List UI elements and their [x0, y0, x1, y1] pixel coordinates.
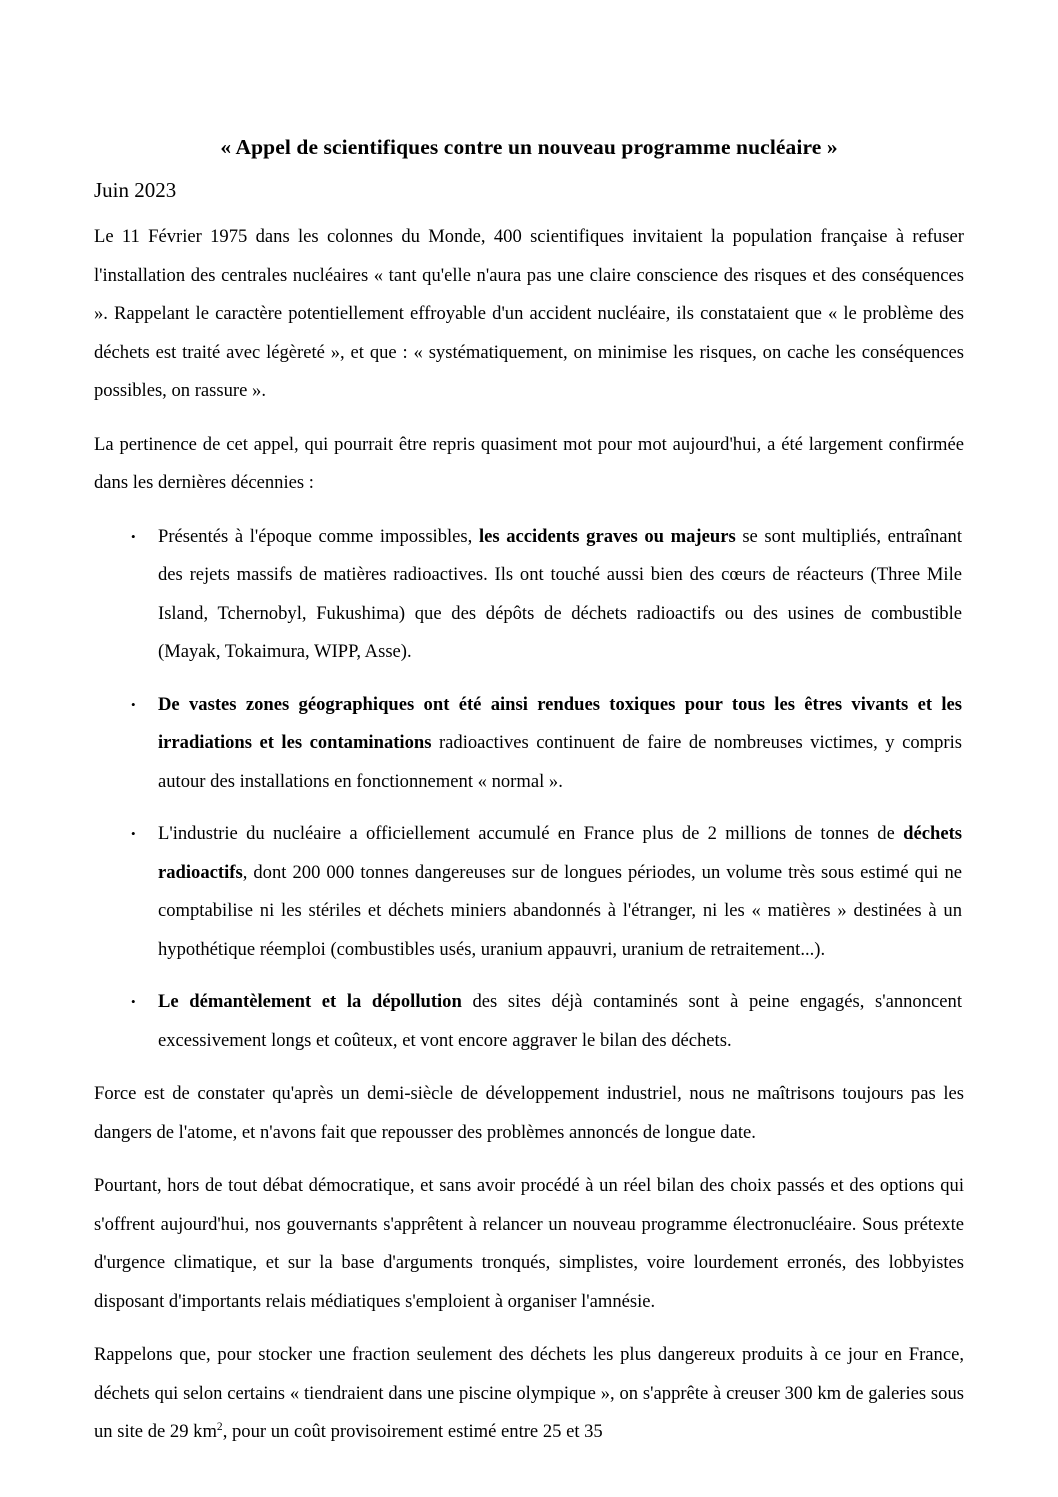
- rappelons-text-before: Rappelons que, pour stocker une fraction seulement des déchets les plus dangereux produits à ce jour en France, déchets qui selon certains « tiendraient dans une piscine olympique », on s'apprête à creuser 300 km de galeries sous un site de 29 km: [94, 1344, 964, 1443]
- bullet-rest-text: des sites déjà contaminés sont à peine engagés, s'annoncent excessivement longs et coûteux, et vont encore aggraver le bilan des déchets.: [158, 991, 962, 1051]
- bullet-emphasis: Le démantèlement et la dépollution: [158, 991, 462, 1013]
- document-body: [94, 134, 964, 1452]
- bullet-icon: •: [131, 994, 136, 1010]
- bullet-list: [94, 518, 964, 1061]
- page-title: « Appel de scientifiques contre un nouveau programme nucléaire »: [220, 135, 838, 159]
- paragraph-pertinence: La pertinence de cet appel, qui pourrait être repris quasiment mot pour mot aujourd'hui, a été largement confirmée dans les dernières décennies :: [94, 433, 964, 494]
- bullet-emphasis: déchets radioactifs: [158, 823, 962, 883]
- bullet-emphasis: les accidents graves ou majeurs: [478, 525, 736, 547]
- superscript-square: 2: [216, 1420, 223, 1433]
- list-item: [94, 815, 964, 969]
- bullet-lead-text: L'industrie du nucléaire a officiellement accumulé en France plus de 2 millions de tonnes de: [158, 823, 904, 845]
- paragraph-intro: Le 11 Février 1975 dans les colonnes du Monde, 400 scientifiques invitaient la population française à refuser l'installation des centrales nucléaires « tant qu'elle n'aura pas une claire conscience des risques et des conséquences ». Rappelant le caractère potentiellement effroyable d'un accident nucléaire, ils constataient que « le problème des déchets est traité avec légèreté », et que : « systématiquement, on minimise les risques, on cache les conséquences possibles, on rassure ».: [94, 226, 964, 402]
- bullet-lead-text: Présentés à l'époque comme impossibles,: [158, 525, 479, 547]
- bullet-icon: •: [131, 696, 136, 712]
- bullet-emphasis: De vastes zones géographiques ont été ainsi rendues toxiques pour tous les êtres vivants et les irradiations et les contaminations: [158, 693, 962, 754]
- paragraph-pourtant: Pourtant, hors de tout débat démocratique, et sans avoir procédé à un réel bilan des choix passés et des options qui s'offrent aujourd'hui, nos gouvernants s'apprêtent à relancer un nouveau programme électronucléaire. Sous prétexte d'urgence climatique, et sur la base d'arguments tronqués, simplistes, voire lourdement erronés, des lobbyistes disposant d'importants relais médiatiques s'emploient à organiser l'amnésie.: [94, 1175, 964, 1312]
- document-date: Juin 2023: [94, 177, 177, 202]
- bullet-rest-text: se sont multipliés, entraînant des rejets massifs de matières radioactives. Ils ont touché aussi bien des cœurs de réacteurs (Three Mile Island, Tchernobyl, Fukushima) que des dépôts de déchets radioactifs ou des usines de combustible (Mayak, Tokaimura, WIPP, Asse).: [158, 525, 962, 663]
- list-item: [94, 686, 964, 802]
- bullet-icon: •: [131, 826, 136, 842]
- list-item: [94, 983, 964, 1060]
- list-item: [94, 518, 964, 672]
- paragraph-rappelons: [94, 1336, 964, 1452]
- bullet-rest-text: radioactives continuent de faire de nombreuses victimes, y compris autour des installations en fonctionnement « normal ».: [158, 732, 962, 792]
- bullet-icon: •: [131, 528, 136, 544]
- rappelons-text-after: , pour un coût provisoirement estimé entre 25 et 35: [222, 1421, 603, 1443]
- paragraph-force: Force est de constater qu'après un demi-siècle de développement industriel, nous ne maîtrisons toujours pas les dangers de l'atome, et n'avons fait que repousser des problèmes annoncés de longue date.: [94, 1083, 964, 1143]
- bullet-rest-text: , dont 200 000 tonnes dangereuses sur de longues périodes, un volume très sous estimé qui ne comptabilise ni les stériles et déchets miniers abandonnés à l'étranger, ni les « matières » destinées à un hypothétique réemploi (combustibles usés, uranium appauvri, uranium de retraitement...).: [158, 861, 962, 960]
